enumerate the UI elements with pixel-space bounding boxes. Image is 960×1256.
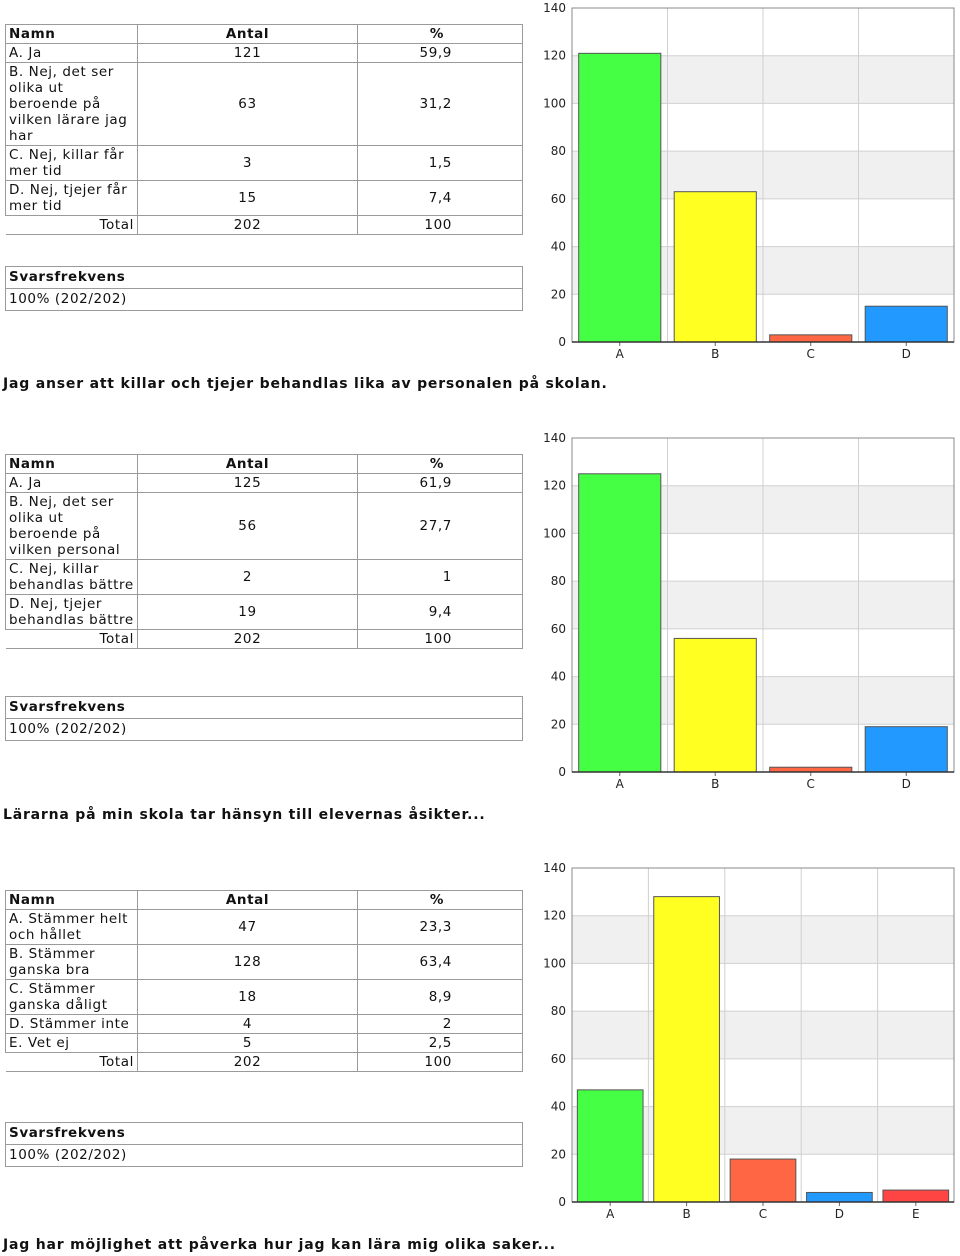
option-name: E. Vet ej xyxy=(6,1034,138,1053)
option-percent: 59,9 xyxy=(358,44,523,63)
option-count: 56 xyxy=(138,493,358,560)
option-percent: 2,5 xyxy=(358,1034,523,1053)
response-rate-value: 100% (202/202) xyxy=(6,1145,523,1167)
option-count: 5 xyxy=(138,1034,358,1053)
column-header-percent: % xyxy=(358,891,523,910)
total-label: Total xyxy=(6,1053,138,1072)
table-header-row xyxy=(6,25,523,44)
results-table xyxy=(5,454,523,649)
option-name: D. Nej, tjejer får mer tid xyxy=(6,181,138,216)
table-row xyxy=(6,910,523,945)
total-percent: 100 xyxy=(358,1053,523,1072)
bar-d xyxy=(865,306,947,342)
x-tick-label: D xyxy=(834,1207,845,1221)
total-percent: 100 xyxy=(358,630,523,649)
option-name: A. Ja xyxy=(6,474,138,493)
y-tick-label: 20 xyxy=(550,1147,566,1162)
option-percent: 31,2 xyxy=(358,63,523,146)
option-name: B. Stämmer ganska bra xyxy=(6,945,138,980)
table-row xyxy=(6,474,523,493)
table-row xyxy=(6,1015,523,1034)
bar-a xyxy=(577,1090,643,1202)
bar-e xyxy=(883,1190,949,1202)
table-row xyxy=(6,980,523,1015)
option-percent: 8,9 xyxy=(358,980,523,1015)
table-row xyxy=(6,595,523,630)
bar-chart xyxy=(530,860,960,1222)
option-count: 128 xyxy=(138,945,358,980)
option-count: 3 xyxy=(138,146,358,181)
bar-b xyxy=(674,638,756,772)
question-text: Jag anser att killar och tjejer behandlas lika av personalen på skolan. xyxy=(3,376,608,392)
x-tick-label: C xyxy=(806,347,815,361)
results-table xyxy=(5,890,523,1072)
y-tick-label: 40 xyxy=(550,669,566,684)
y-tick-label: 0 xyxy=(558,335,566,349)
column-header-count: Antal xyxy=(138,455,358,474)
option-percent: 1 xyxy=(358,560,523,595)
y-tick-label: 140 xyxy=(543,861,566,875)
option-percent: 9,4 xyxy=(358,595,523,630)
option-count: 2 xyxy=(138,560,358,595)
table-row xyxy=(6,1034,523,1053)
option-name: C. Nej, killar får mer tid xyxy=(6,146,138,181)
grid-band xyxy=(572,1011,954,1059)
y-tick-label: 100 xyxy=(543,96,566,111)
option-name: C. Nej, killar behandlas bättre xyxy=(6,560,138,595)
y-tick-label: 140 xyxy=(543,431,566,445)
y-tick-label: 60 xyxy=(550,191,566,206)
table-row xyxy=(6,63,523,146)
table-row xyxy=(6,146,523,181)
table-row xyxy=(6,44,523,63)
response-rate-value: 100% (202/202) xyxy=(6,289,523,311)
question-section-2 xyxy=(0,430,960,860)
bar-d xyxy=(865,727,947,772)
bar-d xyxy=(807,1192,873,1202)
table-header-row xyxy=(6,455,523,474)
x-tick-label: C xyxy=(758,1207,768,1221)
y-tick-label: 0 xyxy=(558,1195,566,1209)
option-count: 63 xyxy=(138,63,358,146)
column-header-name: Namn xyxy=(6,455,138,474)
table-row xyxy=(6,181,523,216)
x-tick-label: D xyxy=(901,777,911,791)
option-count: 15 xyxy=(138,181,358,216)
bar-b xyxy=(674,192,756,342)
y-tick-label: 20 xyxy=(550,717,566,732)
x-tick-label: B xyxy=(682,1207,691,1221)
response-rate-value: 100% (202/202) xyxy=(6,719,523,741)
column-header-percent: % xyxy=(358,455,523,474)
x-tick-label: E xyxy=(912,1207,920,1221)
option-name: C. Stämmer ganska dåligt xyxy=(6,980,138,1015)
option-name: D. Stämmer inte xyxy=(6,1015,138,1034)
total-percent: 100 xyxy=(358,216,523,235)
bar-b xyxy=(654,897,720,1202)
option-percent: 23,3 xyxy=(358,910,523,945)
question-section-3 xyxy=(0,860,960,1256)
y-tick-label: 100 xyxy=(543,526,566,541)
column-header-percent: % xyxy=(358,25,523,44)
option-percent: 27,7 xyxy=(358,493,523,560)
y-tick-label: 40 xyxy=(550,1099,566,1114)
bar-c xyxy=(770,335,852,342)
x-tick-label: A xyxy=(615,347,624,361)
y-tick-label: 120 xyxy=(543,48,566,63)
response-rate-table xyxy=(5,1122,523,1167)
total-count: 202 xyxy=(138,630,358,649)
x-tick-label: D xyxy=(901,347,911,361)
y-tick-label: 0 xyxy=(558,765,566,779)
table-row xyxy=(6,560,523,595)
option-count: 4 xyxy=(138,1015,358,1034)
option-count: 19 xyxy=(138,595,358,630)
bar-chart xyxy=(530,430,960,792)
response-rate-table xyxy=(5,266,523,311)
x-tick-label: B xyxy=(711,347,720,361)
option-count: 121 xyxy=(138,44,358,63)
grid-band xyxy=(572,916,954,964)
y-tick-label: 140 xyxy=(543,1,566,15)
option-name: A. Ja xyxy=(6,44,138,63)
total-label: Total xyxy=(6,216,138,235)
response-rate-header: Svarsfrekvens xyxy=(6,267,523,289)
bar-c xyxy=(730,1159,796,1202)
question-text: Jag har möjlighet att påverka hur jag kan lära mig olika saker... xyxy=(3,1237,556,1253)
option-count: 125 xyxy=(138,474,358,493)
y-tick-label: 80 xyxy=(550,1004,566,1019)
option-name: A. Stämmer helt och hållet xyxy=(6,910,138,945)
option-count: 47 xyxy=(138,910,358,945)
y-tick-label: 120 xyxy=(543,908,566,923)
total-count: 202 xyxy=(138,1053,358,1072)
bar-a xyxy=(579,53,661,342)
bar-a xyxy=(579,474,661,772)
table-row xyxy=(6,945,523,980)
y-tick-label: 80 xyxy=(550,574,566,589)
x-tick-label: A xyxy=(615,777,624,791)
option-count: 18 xyxy=(138,980,358,1015)
total-row xyxy=(6,630,523,649)
x-tick-label: B xyxy=(711,777,720,791)
grid-band xyxy=(572,963,954,1011)
option-name: B. Nej, det ser olika ut beroende på vilken lärare jag har xyxy=(6,63,138,146)
column-header-count: Antal xyxy=(138,25,358,44)
y-tick-label: 60 xyxy=(550,1051,566,1066)
y-tick-label: 120 xyxy=(543,478,566,493)
x-tick-label: C xyxy=(806,777,815,791)
question-text: Lärarna på min skola tar hänsyn till elevernas åsikter... xyxy=(3,807,486,823)
column-header-name: Namn xyxy=(6,25,138,44)
option-percent: 63,4 xyxy=(358,945,523,980)
response-rate-header: Svarsfrekvens xyxy=(6,697,523,719)
total-count: 202 xyxy=(138,216,358,235)
grid-band xyxy=(572,868,954,916)
y-tick-label: 100 xyxy=(543,956,566,971)
option-name: B. Nej, det ser olika ut beroende på vilken personal xyxy=(6,493,138,560)
x-tick-label: A xyxy=(606,1207,615,1221)
option-name: D. Nej, tjejer behandlas bättre xyxy=(6,595,138,630)
table-header-row xyxy=(6,891,523,910)
total-label: Total xyxy=(6,630,138,649)
y-tick-label: 80 xyxy=(550,144,566,159)
y-tick-label: 60 xyxy=(550,621,566,636)
table-row xyxy=(6,493,523,560)
option-percent: 61,9 xyxy=(358,474,523,493)
bar-chart xyxy=(530,0,960,362)
results-table xyxy=(5,24,523,235)
option-percent: 1,5 xyxy=(358,146,523,181)
column-header-name: Namn xyxy=(6,891,138,910)
column-header-count: Antal xyxy=(138,891,358,910)
option-percent: 7,4 xyxy=(358,181,523,216)
response-rate-header: Svarsfrekvens xyxy=(6,1123,523,1145)
option-percent: 2 xyxy=(358,1015,523,1034)
y-tick-label: 40 xyxy=(550,239,566,254)
total-row xyxy=(6,216,523,235)
total-row xyxy=(6,1053,523,1072)
response-rate-table xyxy=(5,696,523,741)
question-section-1 xyxy=(0,0,960,430)
y-tick-label: 20 xyxy=(550,287,566,302)
